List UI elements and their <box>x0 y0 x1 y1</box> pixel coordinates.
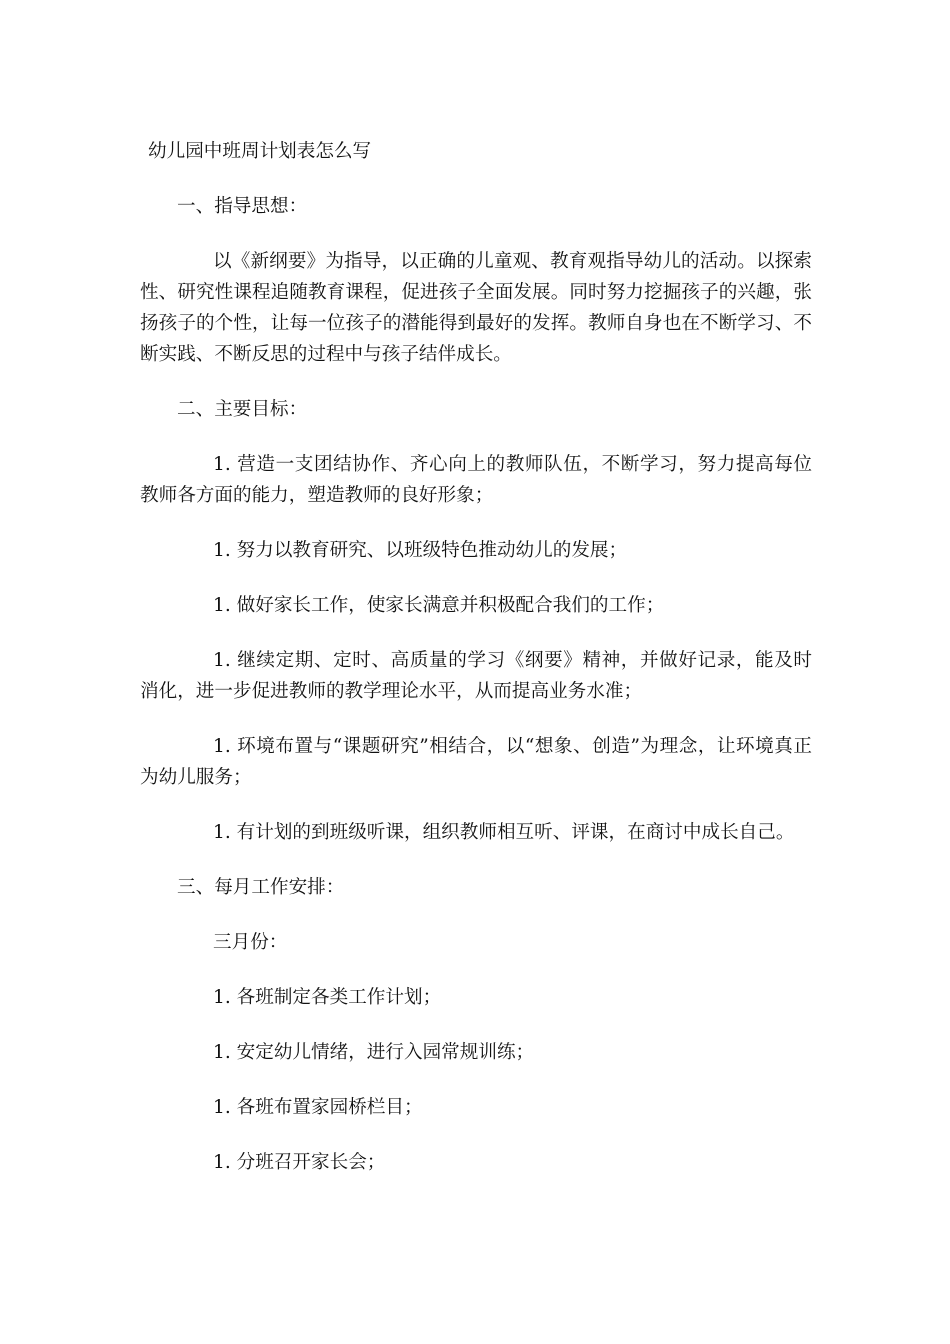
month-label: 三月份： <box>213 932 288 953</box>
list-item: 1. 安定幼儿情绪，进行入园常规训练； <box>213 1042 535 1063</box>
list-item: 1. 各班布置家园桥栏目； <box>213 1097 423 1118</box>
list-item: 1. 营造一支团结协作、齐心向上的教师队伍，不断学习，努力提高每位教师各方面的能力，塑造教师的良好形象； <box>140 454 812 506</box>
list-item: 1. 环境布置与“课题研究”相结合，以“想象、创造”为理念，让环境真正为幼儿服务； <box>140 736 812 788</box>
document-page <box>140 136 812 1202</box>
document-title: 幼儿园中班周计划表怎么写 <box>148 141 372 162</box>
paragraph: 以《新纲要》为指导，以正确的儿童观、教育观指导幼儿的活动。以探索性、研究性课程追随教育课程，促进孩子全面发展。同时努力挖掘孩子的兴趣，张扬孩子的个性，让每一位孩子的潜能得到最好的发挥。教师自身也在不断学习、不断实践、不断反思的过程中与孩子结伴成长。 <box>140 251 812 365</box>
list-item: 1. 各班制定各类工作计划； <box>213 987 442 1008</box>
section-heading: 一、指导思想： <box>177 196 308 217</box>
list-item: 1. 继续定期、定时、高质量的学习《纲要》精神，并做好记录，能及时消化，进一步促进教师的教学理论水平，从而提高业务水准； <box>140 650 812 702</box>
list-item: 1. 分班召开家长会； <box>213 1152 386 1173</box>
section-heading: 二、主要目标： <box>177 399 308 420</box>
section-heading: 三、每月工作安排： <box>177 877 345 898</box>
list-item: 1. 努力以教育研究、以班级特色推动幼儿的发展； <box>213 540 628 561</box>
list-item: 1. 有计划的到班级听课，组织教师相互听、评课，在商讨中成长自己。 <box>213 822 795 843</box>
list-item: 1. 做好家长工作，使家长满意并积极配合我们的工作； <box>213 595 665 616</box>
